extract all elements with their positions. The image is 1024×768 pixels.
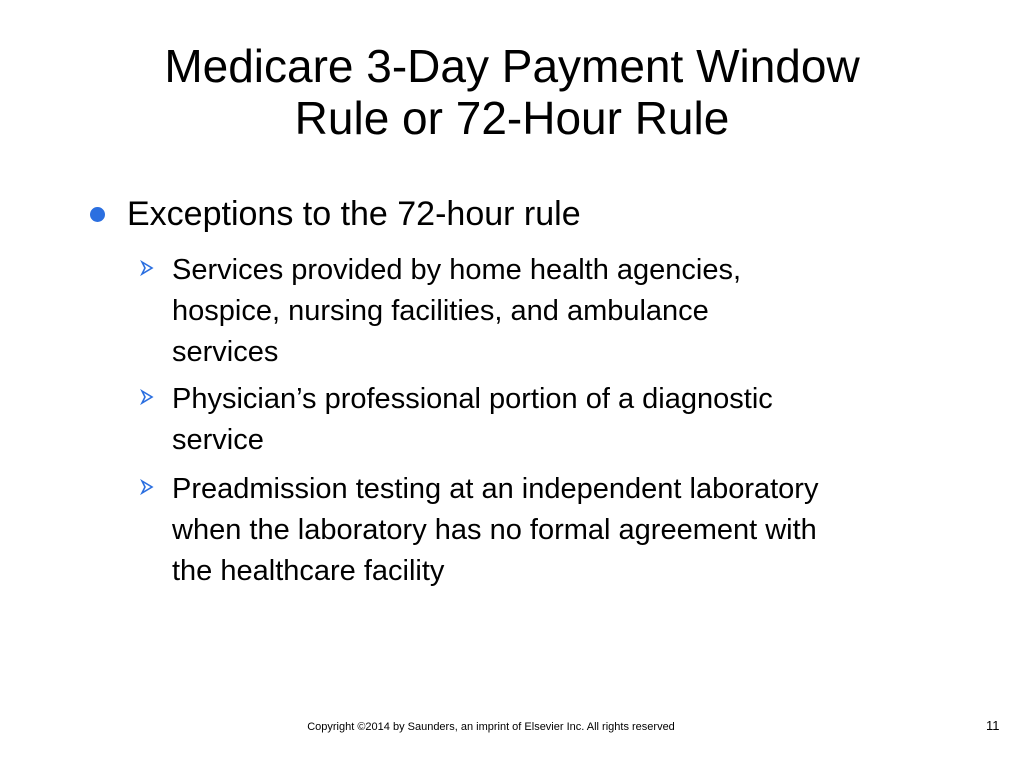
page-number: 11 (986, 718, 1000, 733)
sub-item-text (172, 379, 962, 461)
sub-item-line: when the laboratory has no formal agreement with (172, 514, 817, 546)
arrowhead-icon (140, 379, 154, 415)
arrowhead-icon (140, 469, 154, 505)
sub-item-text (172, 469, 962, 592)
sub-item-text (172, 250, 962, 373)
sub-item-line: service (172, 424, 264, 456)
title-line-2: Rule or 72-Hour Rule (294, 92, 730, 144)
sub-item-line: Physician’s professional portion of a diagnostic (172, 383, 773, 415)
slide-title (0, 40, 1024, 144)
sub-item-line: hospice, nursing facilities, and ambulance (172, 295, 709, 327)
title-line-1: Medicare 3-Day Payment Window (164, 40, 860, 92)
bullet-heading: Exceptions to the 72-hour rule (127, 195, 581, 233)
sub-item-line: services (172, 336, 279, 368)
copyright-footer: Copyright ©2014 by Saunders, an imprint of Elsevier Inc. All rights reserved (307, 721, 675, 733)
arrowhead-icon (140, 250, 154, 286)
sub-item-line: the healthcare facility (172, 555, 445, 587)
filled-circle-icon (90, 207, 105, 222)
sub-item-line: Preadmission testing at an independent laboratory (172, 473, 819, 505)
sub-item-line: Services provided by home health agencies, (172, 254, 742, 286)
